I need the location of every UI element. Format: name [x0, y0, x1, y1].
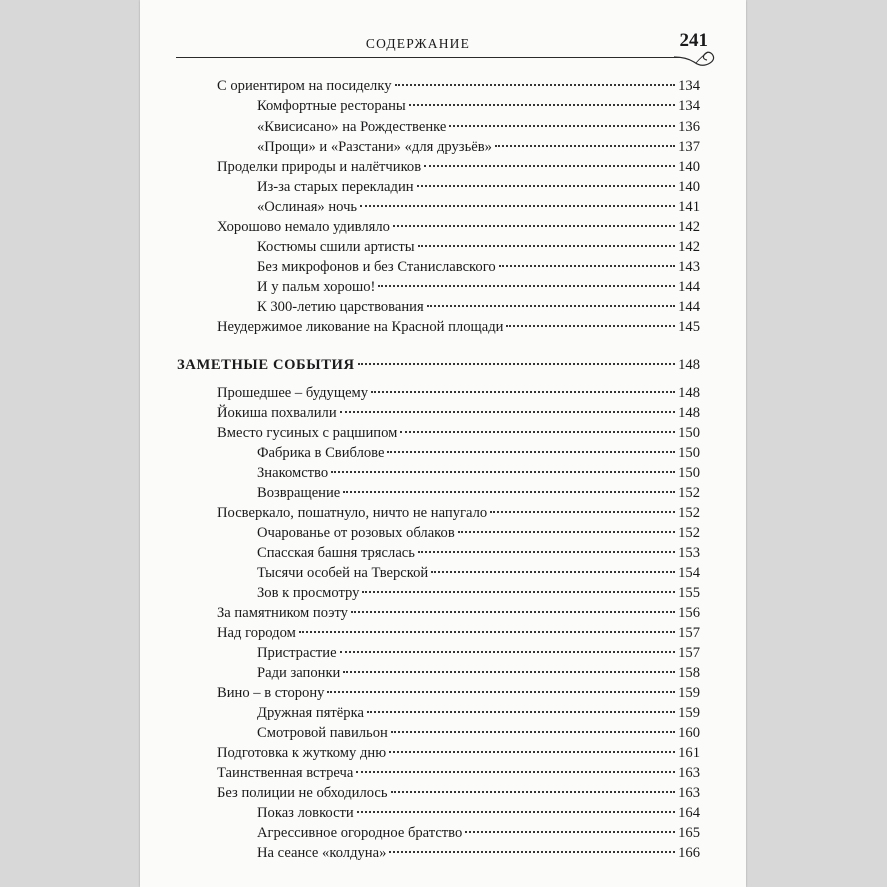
book-page	[140, 0, 746, 887]
toc-entry-title: ЗАМЕТНЫЕ СОБЫТИЯ	[177, 357, 355, 373]
dot-leader	[351, 611, 675, 613]
dot-leader	[427, 305, 675, 307]
toc-entry-page-number: 166	[678, 845, 700, 861]
dot-leader	[340, 411, 675, 413]
toc-entry-title: Агрессивное огородное братство	[257, 825, 463, 841]
toc-entry-title: Спасская башня тряслась	[257, 545, 415, 561]
toc-entry-page-number: 140	[678, 159, 700, 175]
toc-entry-page-number: 161	[678, 745, 700, 761]
dot-leader	[418, 245, 675, 247]
toc-section-heading	[177, 355, 700, 375]
toc-entry-title: Знакомство	[257, 465, 329, 481]
toc-entry-title: Хорошово немало удивляло	[217, 219, 390, 235]
toc-entry-page-number: 150	[678, 445, 700, 461]
toc-entry-title: Пристрастие	[257, 645, 337, 661]
toc-entry-page-number: 163	[678, 785, 700, 801]
toc-entry	[217, 683, 700, 703]
dot-leader	[465, 831, 675, 833]
toc-entry	[257, 257, 700, 277]
toc-entry-title: Вместо гусиных с рацшипом	[217, 425, 398, 441]
toc-entry-title: Фабрика в Свиблове	[257, 445, 385, 461]
dot-leader	[327, 691, 675, 693]
dot-leader	[495, 145, 675, 147]
toc-entry-page-number: 159	[678, 705, 700, 721]
toc-entry-page-number: 150	[678, 425, 700, 441]
toc-entry	[217, 403, 700, 423]
toc-entry	[217, 423, 700, 443]
dot-leader	[409, 104, 675, 106]
toc-entry-page-number: 148	[678, 385, 700, 401]
toc-entry	[257, 563, 700, 583]
toc-entry	[217, 76, 700, 96]
dot-leader	[418, 551, 675, 553]
toc-entry-page-number: 160	[678, 725, 700, 741]
toc-entry-title: Дружная пятёрка	[257, 705, 364, 721]
dot-leader	[417, 185, 676, 187]
toc-entry-title: На сеансе «колдуна»	[257, 845, 387, 861]
dot-leader	[343, 671, 675, 673]
toc-entry	[257, 663, 700, 683]
toc-entry-page-number: 136	[678, 119, 700, 135]
toc-entry-title: Смотровой павильон	[257, 725, 388, 741]
toc-entry	[217, 743, 700, 763]
dot-leader	[506, 325, 675, 327]
toc-entry-title: «Квисисано» на Рождественке	[257, 119, 447, 135]
dot-leader	[299, 631, 675, 633]
dot-leader	[367, 711, 675, 713]
dot-leader	[362, 591, 675, 593]
toc-entry-title: И у пальм хорошо!	[257, 279, 376, 295]
toc-entry	[217, 217, 700, 237]
table-of-contents	[140, 0, 746, 887]
dot-leader	[391, 791, 676, 793]
toc-entry-title: Над городом	[217, 625, 296, 641]
toc-entry-title: Йокиша похвалили	[217, 405, 337, 421]
dot-leader	[389, 751, 675, 753]
toc-entry-title: Прошедшее – будущему	[217, 385, 369, 401]
toc-entry-page-number: 140	[678, 179, 700, 195]
toc-entry-page-number: 134	[678, 98, 700, 114]
dot-leader	[378, 285, 675, 287]
toc-entry	[257, 643, 700, 663]
toc-entry-page-number: 141	[678, 199, 700, 215]
toc-entry-page-number: 152	[678, 525, 700, 541]
toc-entry-title: Посверкало, пошатнуло, ничто не напугало	[217, 505, 488, 521]
toc-entry	[257, 277, 700, 297]
toc-entry	[217, 623, 700, 643]
dot-leader	[499, 265, 675, 267]
dot-leader	[340, 651, 676, 653]
dot-leader	[391, 731, 675, 733]
toc-entry-page-number: 155	[678, 585, 700, 601]
toc-entry-title: Подготовка к жуткому дню	[217, 745, 387, 761]
toc-entry-title: Ради запонки	[257, 665, 341, 681]
toc-entry-title: Зов к просмотру	[257, 585, 360, 601]
toc-entry-title: Очарованье от розовых облаков	[257, 525, 455, 541]
dot-leader	[331, 471, 675, 473]
dot-leader	[431, 571, 675, 573]
toc-entry-title: Показ ловкости	[257, 805, 354, 821]
toc-entry	[257, 177, 700, 197]
toc-entry	[257, 723, 700, 743]
toc-entry-page-number: 143	[678, 259, 700, 275]
toc-entry	[257, 523, 700, 543]
dot-leader	[360, 205, 675, 207]
dot-leader	[356, 771, 675, 773]
toc-entry	[257, 137, 700, 157]
header-title: СОДЕРЖАНИЕ	[365, 36, 471, 51]
toc-entry	[257, 583, 700, 603]
toc-entry-page-number: 157	[678, 645, 700, 661]
toc-entry-page-number: 134	[678, 78, 700, 94]
toc-entry-title: «Прощи» и «Разстани» «для друзьёв»	[257, 139, 492, 155]
toc-entry	[217, 503, 700, 523]
toc-entry	[257, 237, 700, 257]
toc-entry-page-number: 159	[678, 685, 700, 701]
toc-entry-page-number: 145	[678, 319, 700, 335]
toc-entry	[217, 783, 700, 803]
toc-entry-title: Возвращение	[257, 485, 341, 501]
toc-entry	[217, 317, 700, 337]
toc-entry	[217, 157, 700, 177]
toc-entry	[217, 383, 700, 403]
toc-entry	[257, 96, 700, 116]
dot-leader	[358, 363, 675, 365]
toc-entry-title: К 300-летию царствования	[257, 299, 424, 315]
toc-entry	[257, 463, 700, 483]
toc-entry-page-number: 164	[678, 805, 700, 821]
toc-entry	[257, 443, 700, 463]
dot-leader	[389, 851, 675, 853]
toc-entry-page-number: 154	[678, 565, 700, 581]
dot-leader	[395, 84, 676, 86]
toc-entry-title: Без микрофонов и без Станиславского	[257, 259, 496, 275]
toc-entry-page-number: 144	[678, 299, 700, 315]
dot-leader	[371, 391, 675, 393]
toc-entry-title: «Ослиная» ночь	[257, 199, 358, 215]
toc-entry	[257, 543, 700, 563]
toc-entry-page-number: 150	[678, 465, 700, 481]
toc-entry	[217, 603, 700, 623]
toc-entry	[257, 823, 700, 843]
toc-entry	[217, 763, 700, 783]
dot-leader	[490, 511, 675, 513]
dot-leader	[343, 491, 675, 493]
toc-entry-title: Без полиции не обходилось	[217, 785, 388, 801]
toc-entry-page-number: 148	[678, 405, 700, 421]
dot-leader	[357, 811, 675, 813]
toc-entry	[257, 803, 700, 823]
toc-entry	[257, 843, 700, 863]
toc-entry-title: Неудержимое ликование на Красной площади	[217, 319, 504, 335]
toc-entry-page-number: 137	[678, 139, 700, 155]
toc-entry-page-number: 157	[678, 625, 700, 641]
toc-entry	[257, 117, 700, 137]
header-page-number: 241	[679, 30, 708, 51]
toc-entry-title: Из-за старых перекладин	[257, 179, 414, 195]
toc-entry-title: С ориентиром на посиделку	[217, 78, 392, 94]
dot-leader	[449, 125, 675, 127]
toc-entry	[257, 197, 700, 217]
toc-entry-page-number: 158	[678, 665, 700, 681]
toc-entry-page-number: 142	[678, 219, 700, 235]
toc-entry-title: За памятником поэту	[217, 605, 348, 621]
toc-entry-title: Таинственная встреча	[217, 765, 354, 781]
toc-entry-page-number: 165	[678, 825, 700, 841]
dot-leader	[387, 451, 675, 453]
toc-entry-page-number: 152	[678, 485, 700, 501]
toc-entry-page-number: 148	[678, 357, 700, 373]
dot-leader	[458, 531, 675, 533]
toc-entry-page-number: 163	[678, 765, 700, 781]
toc-entry-page-number: 144	[678, 279, 700, 295]
toc-entry-page-number: 142	[678, 239, 700, 255]
toc-entry-title: Тысячи особей на Тверской	[257, 565, 429, 581]
toc-entry-title: Проделки природы и налётчиков	[217, 159, 422, 175]
toc-entry	[257, 297, 700, 317]
dot-leader	[400, 431, 675, 433]
dot-leader	[424, 165, 675, 167]
dot-leader	[393, 225, 675, 227]
toc-entry-page-number: 153	[678, 545, 700, 561]
toc-entry-page-number: 152	[678, 505, 700, 521]
toc-entry-title: Комфортные рестораны	[257, 98, 406, 114]
toc-entry-page-number: 156	[678, 605, 700, 621]
toc-entry-title: Костюмы сшили артисты	[257, 239, 415, 255]
toc-entry	[257, 703, 700, 723]
toc-entry	[257, 483, 700, 503]
toc-entry-title: Вино – в сторону	[217, 685, 325, 701]
